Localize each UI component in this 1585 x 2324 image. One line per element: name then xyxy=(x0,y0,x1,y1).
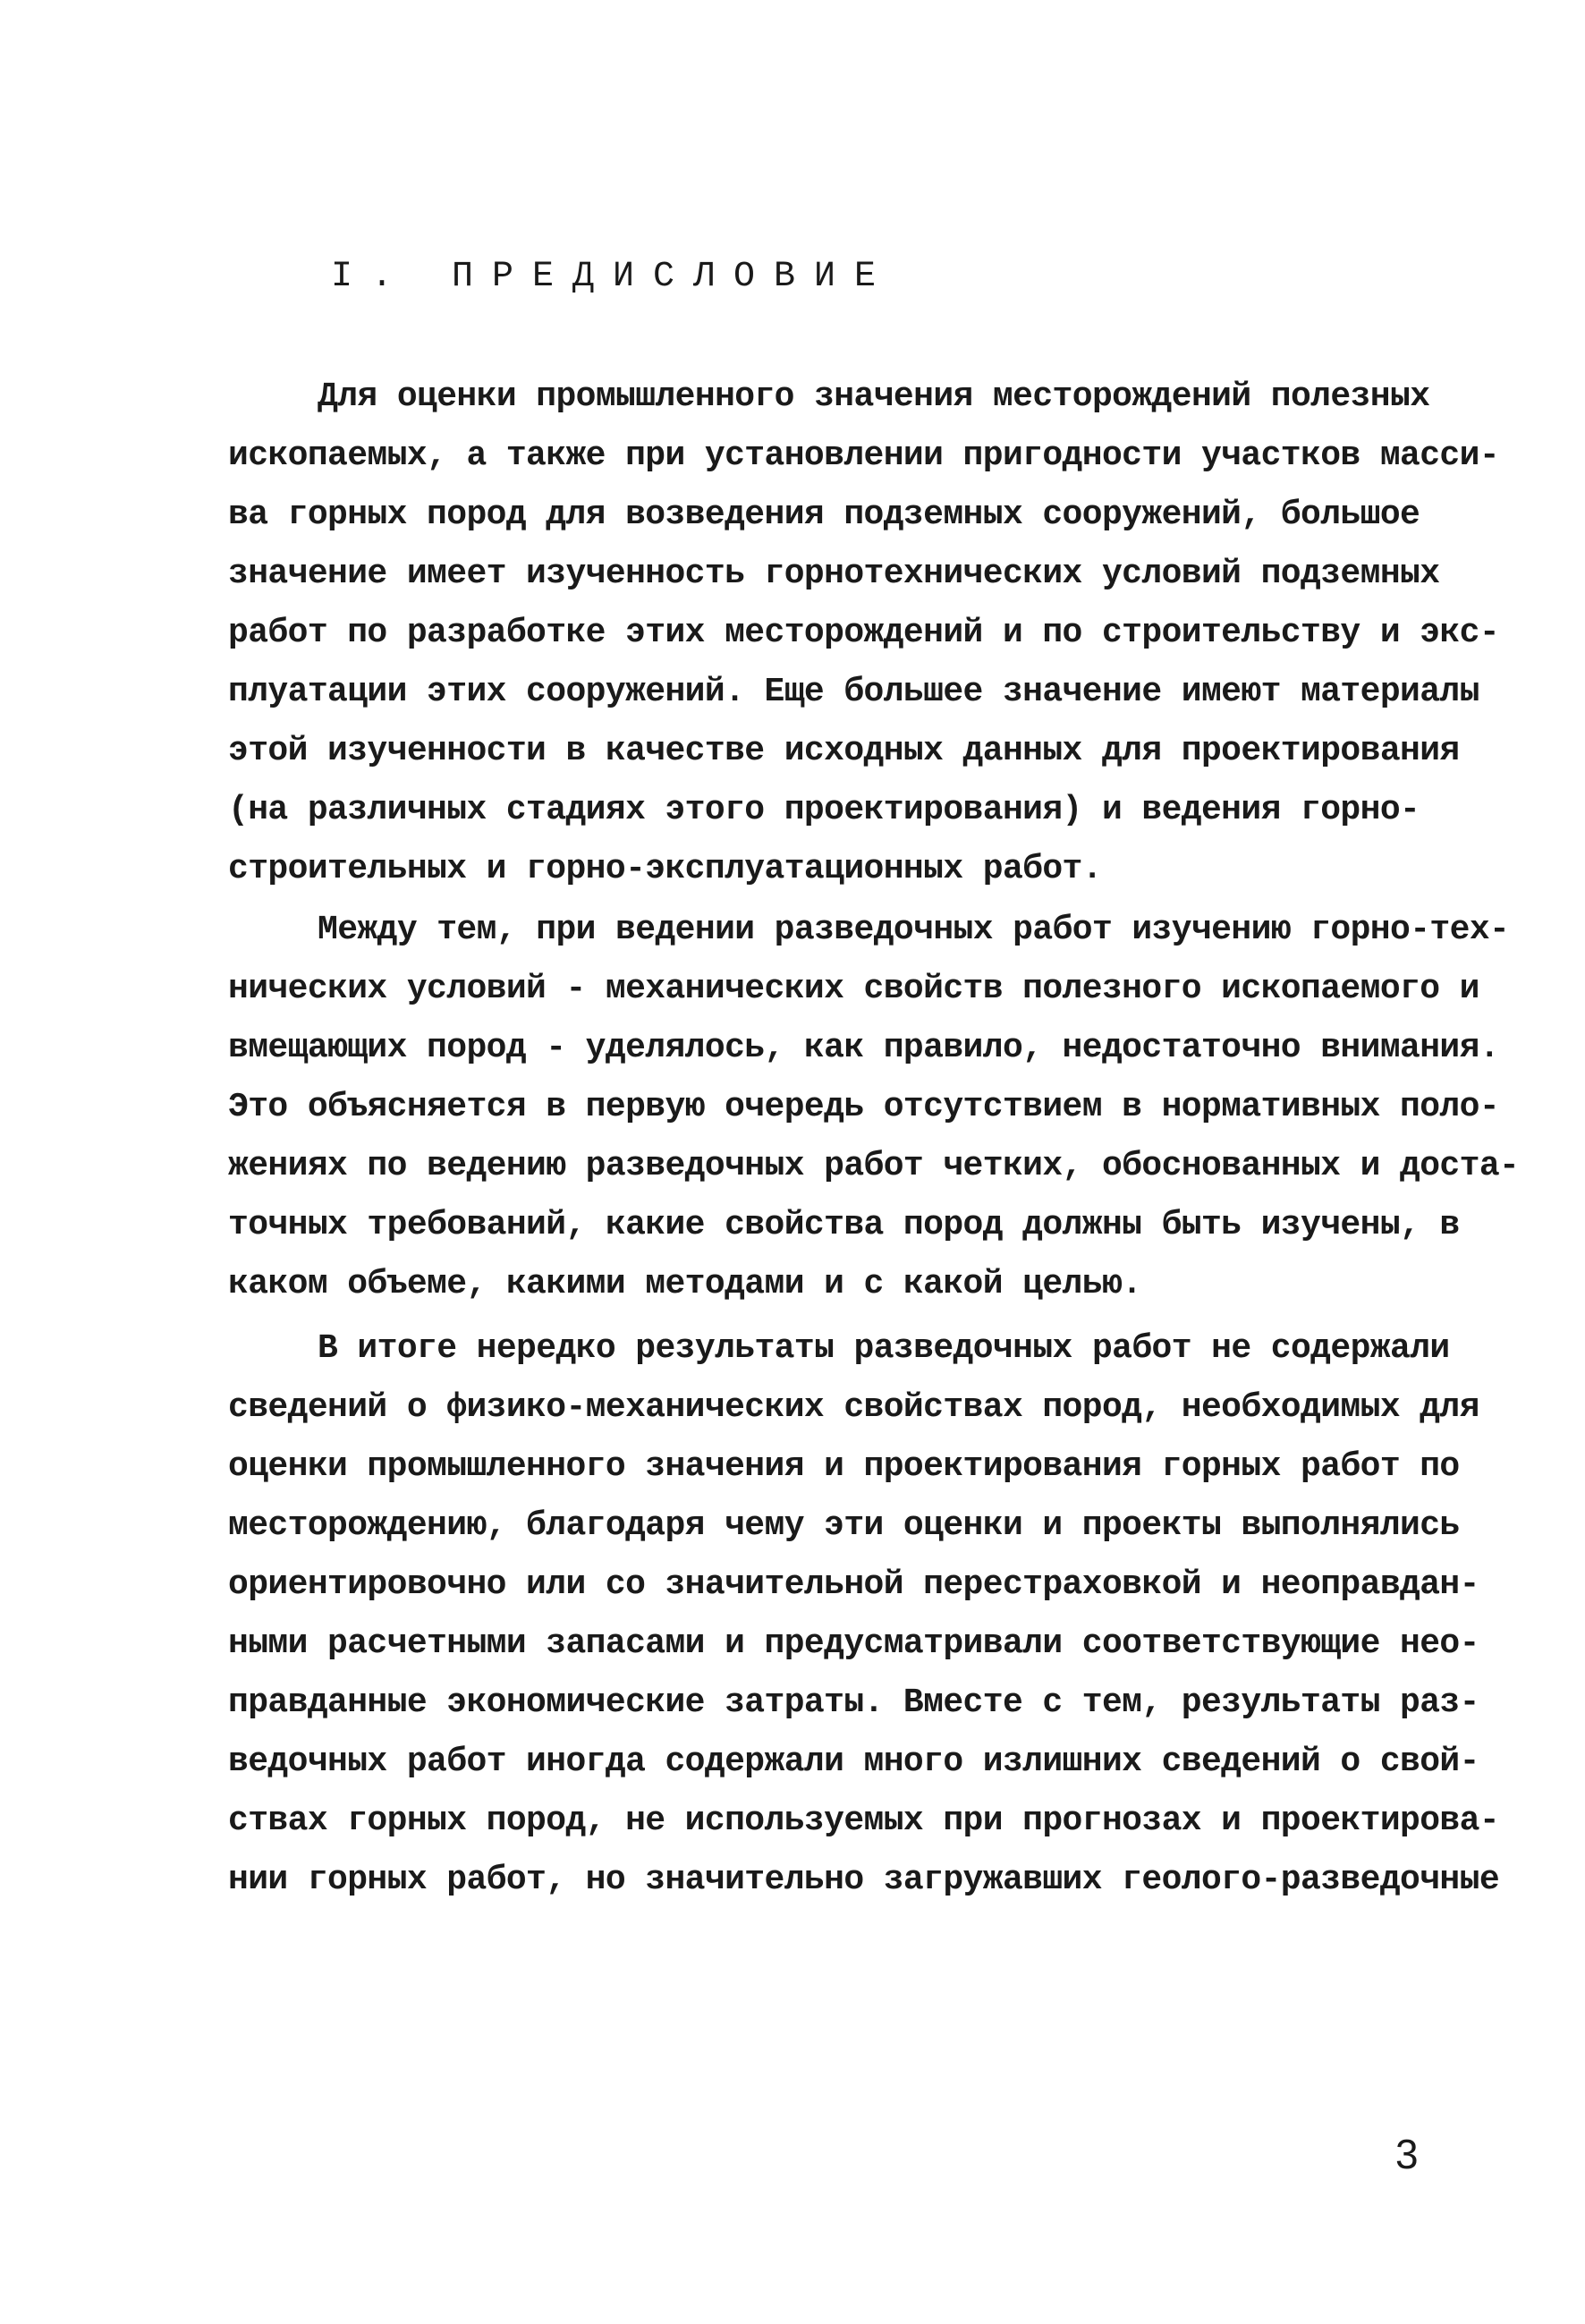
page-number: 3 xyxy=(1395,2131,1419,2177)
paragraph-2-line-3: вмещающих пород - уделялось, как правило, недостаточно внимания. xyxy=(228,1029,1500,1067)
paragraph-1-line-6: плуатации этих сооружений. Еще большее значение имеют материалы xyxy=(228,673,1479,711)
paragraph-3-line-9: ствах горных пород, не используемых при прогнозах и проектирова- xyxy=(228,1802,1500,1840)
paragraph-1-line-4: значение имеет изученность горнотехнических условий подземных xyxy=(228,555,1440,593)
paragraph-3-line-10: нии горных работ, но значительно загружавших геолого-разведочные xyxy=(228,1861,1500,1899)
paragraph-3-line-8: ведочных работ иногда содержали много излишних сведений о свой- xyxy=(228,1743,1479,1781)
paragraph-2-line-1: Между тем, при ведении разведочных работ изучению горно-тех- xyxy=(318,911,1510,949)
paragraph-3-line-6: ными расчетными запасами и предусматривали соответствующие нео- xyxy=(228,1624,1479,1663)
paragraph-3-line-2: сведений о физико-механических свойствах пород, необходимых для xyxy=(228,1388,1479,1427)
paragraph-3-line-4: месторождению, благодаря чему эти оценки и проекты выполнялись xyxy=(228,1506,1460,1545)
paragraph-1-line-1: Для оценки промышленного значения месторождений полезных xyxy=(318,377,1430,416)
paragraph-1-line-2: ископаемых, а также при установлении пригодности участков масси- xyxy=(228,437,1500,475)
paragraph-2-line-6: точных требований, какие свойства пород должны быть изучены, в xyxy=(228,1206,1460,1244)
paragraph-3-line-3: оценки промышленного значения и проектирования горных работ по xyxy=(228,1447,1460,1486)
section-heading: I. ПРЕДИСЛОВИЕ xyxy=(331,257,895,297)
paragraph-2-line-2: нических условий - механических свойств полезного ископаемого и xyxy=(228,970,1479,1008)
paragraph-1-line-3: ва горных пород для возведения подземных сооружений, большое xyxy=(228,496,1420,534)
paragraph-1-line-8: (на различных стадиях этого проектирования) и ведения горно- xyxy=(228,791,1420,829)
paragraph-3-line-1: В итоге нередко результаты разведочных работ не содержали xyxy=(318,1329,1450,1368)
paragraph-1-line-7: этой изученности в качестве исходных данных для проектирования xyxy=(228,732,1460,770)
paragraph-1-line-5: работ по разработке этих месторождений и по строительству и экс- xyxy=(228,614,1500,652)
paragraph-2-line-5: жениях по ведению разведочных работ четких, обоснованных и доста- xyxy=(228,1147,1520,1185)
paragraph-2-line-4: Это объясняется в первую очередь отсутствием в нормативных поло- xyxy=(228,1088,1500,1126)
paragraph-3-line-7: правданные экономические затраты. Вместе с тем, результаты раз- xyxy=(228,1684,1479,1722)
paragraph-2-line-7: каком объеме, какими методами и с какой целью. xyxy=(228,1265,1142,1303)
paragraph-3-line-5: ориентировочно или со значительной перестраховкой и неоправдан- xyxy=(228,1565,1479,1604)
paragraph-1-line-9: строительных и горно-эксплуатационных работ. xyxy=(228,850,1102,888)
